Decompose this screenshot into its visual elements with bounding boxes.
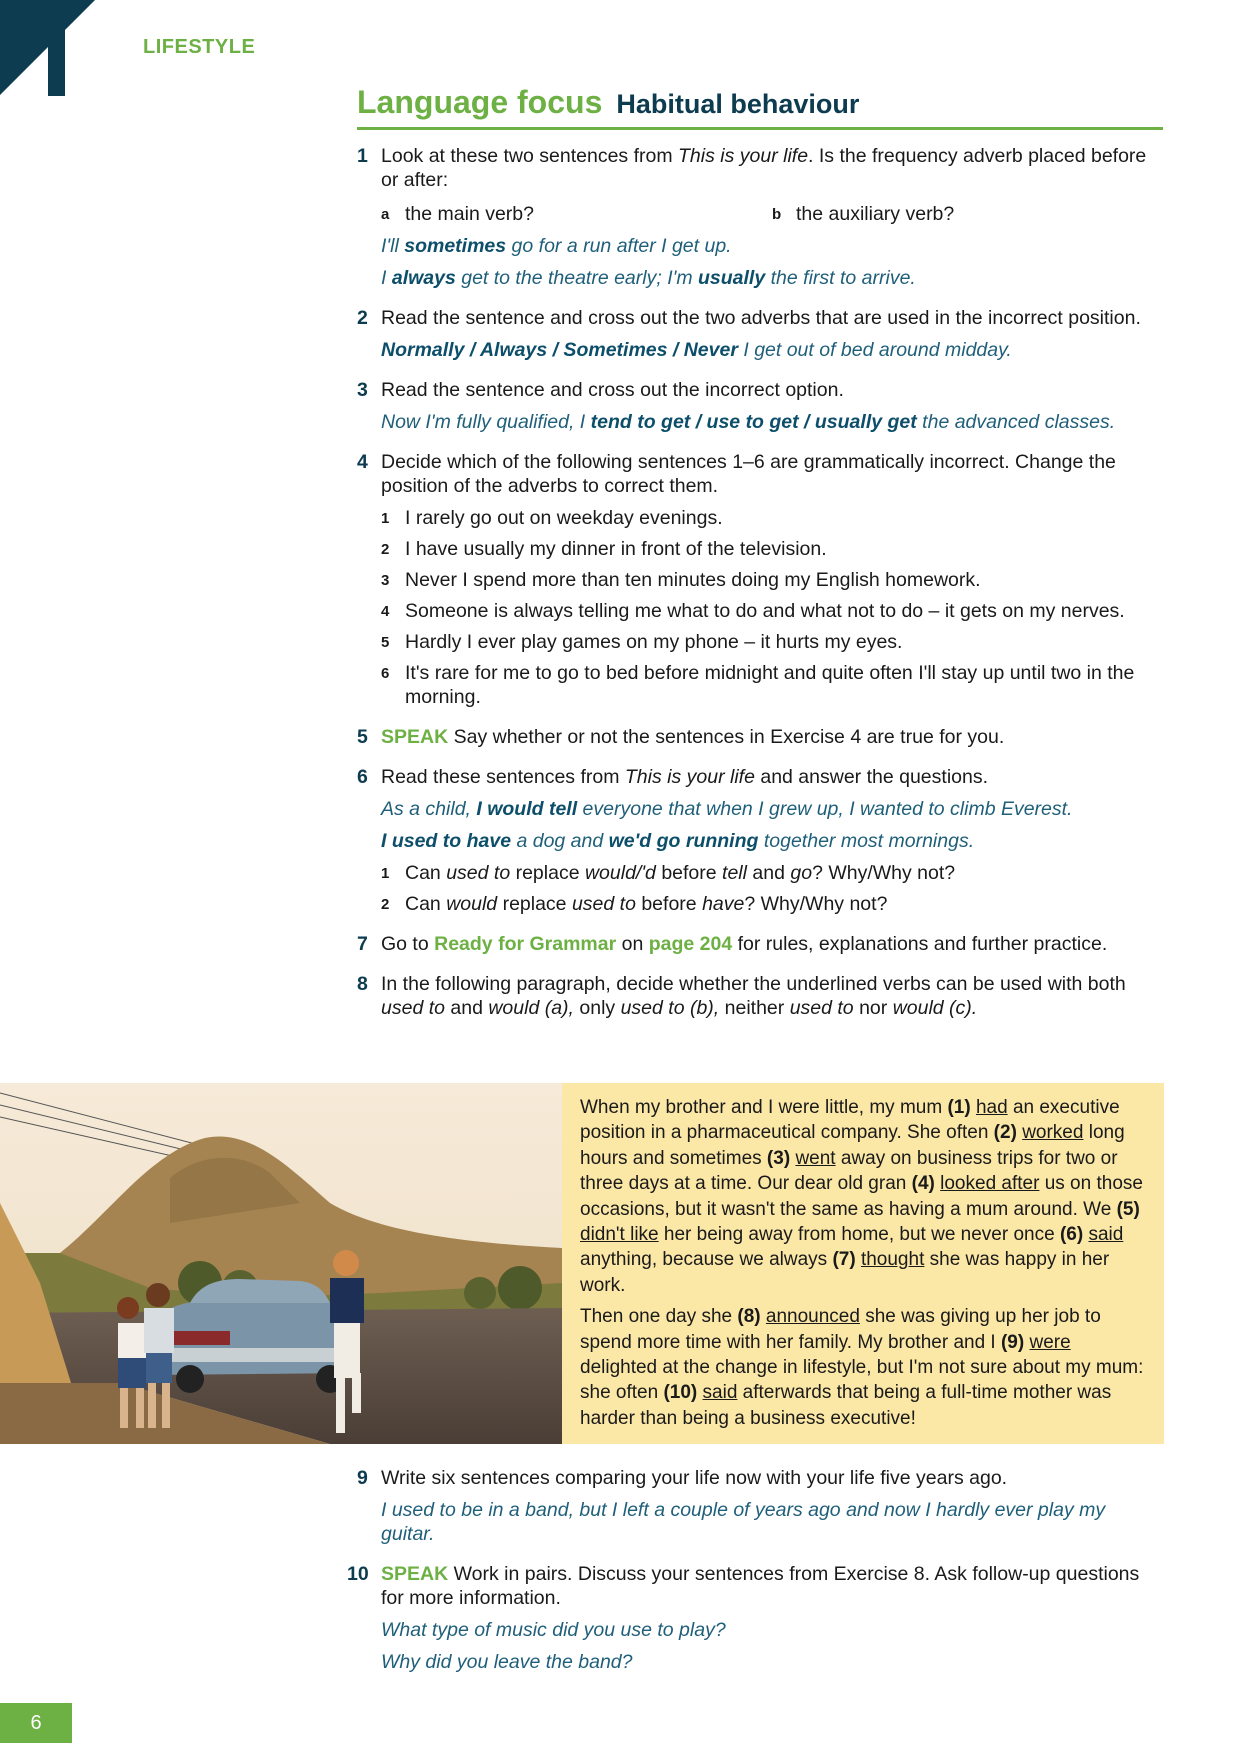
exercise-instruction: Read the sentence and cross out the incorrect option. bbox=[381, 379, 844, 401]
exercises-top bbox=[357, 144, 1163, 1036]
exercise-instruction: Read these sentences from This is your life and answer the questions. bbox=[381, 766, 989, 788]
page-reference-link[interactable]: page 204 bbox=[648, 933, 733, 955]
exercise-9 bbox=[357, 1466, 1163, 1546]
page-title bbox=[357, 84, 1163, 130]
exercise-number: 4 bbox=[357, 451, 368, 473]
underlined-verb: looked after bbox=[940, 1173, 1040, 1195]
exercise-3 bbox=[357, 378, 1163, 434]
story-passage bbox=[562, 1083, 1164, 1444]
example-sentence: I used to have a dog and we'd go running together most mornings. bbox=[381, 830, 975, 852]
example-sentence: I used to be in a band, but I left a couple of years ago and now I hardly ever play my guitar. bbox=[381, 1499, 1106, 1545]
exercise-number: 10 bbox=[347, 1563, 369, 1585]
section-label: LIFESTYLE bbox=[143, 36, 256, 58]
exercise-instruction: Write six sentences comparing your life now with your life five years ago. bbox=[381, 1467, 1008, 1489]
exercise-7 bbox=[357, 932, 1163, 956]
exercise-1 bbox=[357, 144, 1163, 290]
exercise-number: 6 bbox=[357, 766, 368, 788]
exercise-number: 9 bbox=[357, 1467, 368, 1489]
unit-number-corner-graphic bbox=[0, 0, 100, 100]
underlined-verb: didn't like bbox=[580, 1224, 659, 1246]
exercise-instruction: Read the sentence and cross out the two adverbs that are used in the incorrect position. bbox=[381, 307, 1141, 329]
underlined-verb: thought bbox=[860, 1249, 925, 1271]
example-sentence: Normally / Always / Sometimes / Never I get out of bed around midday. bbox=[381, 339, 1012, 361]
underlined-verb: said bbox=[702, 1382, 738, 1404]
exercise-6 bbox=[357, 765, 1163, 916]
exercise-instruction: Decide which of the following sentences 1–6 are grammatically incorrect. Change the position of the adverbs to correct them. bbox=[381, 451, 1116, 497]
story-paragraph-2: Then one day she (8) announced she was giving up her job to spend more time with her family. My brother and I (9) were delighted at the change in lifestyle, but I'm not sure about my mum: she often (10) said afterwards that being a full-time mother was harder than being a business executive! bbox=[580, 1306, 1144, 1429]
exercise-instruction: SPEAK Work in pairs. Discuss your sentences from Exercise 8. Ask follow-up questions for more information. bbox=[381, 1563, 1140, 1609]
ready-for-grammar-link[interactable]: Ready for Grammar bbox=[434, 933, 617, 955]
underlined-verb: went bbox=[795, 1147, 836, 1169]
heading-title: Language focus bbox=[357, 84, 603, 120]
story-paragraph-1: When my brother and I were little, my mum (1) had an executive position in a pharmaceutical company. She often (2) worked long hours and sometimes (3) went away on business trips for two or three days at a time. Our dear old gran (4) looked after us on those occasions, but it wasn't the same as having a mum around. We (5) didn't like her being away from home, but we never once (6) said anything, because we always (7) thought she was happy in her work. bbox=[580, 1097, 1143, 1296]
underlined-verb: announced bbox=[765, 1306, 860, 1328]
underlined-verb: said bbox=[1088, 1224, 1124, 1246]
list-item: 3 Never I spend more than ten minutes doing my English homework. bbox=[381, 569, 981, 591]
exercise-10 bbox=[347, 1562, 1163, 1674]
family-roadside-photo bbox=[0, 1083, 562, 1444]
list-item: 5 Hardly I ever play games on my phone – it hurts my eyes. bbox=[381, 631, 903, 653]
page-number: 6 bbox=[0, 1703, 72, 1743]
question-list bbox=[381, 861, 1163, 916]
underlined-verb: had bbox=[975, 1097, 1008, 1118]
underlined-verb: were bbox=[1029, 1331, 1071, 1353]
example-sentence: What type of music did you use to play? bbox=[381, 1619, 726, 1641]
option-item: b the auxiliary verb? bbox=[772, 203, 955, 225]
exercise-instruction: In the following paragraph, decide whether the underlined verbs can be used with both used to and would (a), only used to (b), neither used to nor would (c). bbox=[381, 973, 1126, 1019]
list-item: 4 Someone is always telling me what to do and what not to do – it gets on my nerves. bbox=[381, 600, 1125, 622]
exercise-number: 3 bbox=[357, 379, 368, 401]
list-item: 2 I have usually my dinner in front of the television. bbox=[381, 538, 827, 560]
list-item: 6 It's rare for me to go to bed before midnight and quite often I'll stay up until two in the morning. bbox=[381, 662, 1135, 708]
exercise-2 bbox=[357, 306, 1163, 362]
heading-subtitle: Habitual behaviour bbox=[616, 89, 860, 119]
exercise-8 bbox=[357, 972, 1163, 1020]
exercise-number: 2 bbox=[357, 307, 368, 329]
example-sentence: I'll sometimes go for a run after I get up. bbox=[381, 235, 732, 257]
example-sentence: Why did you leave the band? bbox=[381, 1651, 633, 1673]
list-item: 1 I rarely go out on weekday evenings. bbox=[381, 507, 723, 529]
example-sentence: Now I'm fully qualified, I tend to get / use to get / usually get the advanced classes. bbox=[381, 411, 1116, 433]
speak-tag: SPEAK bbox=[381, 726, 449, 748]
example-sentence: I always get to the theatre early; I'm usually the first to arrive. bbox=[381, 267, 916, 289]
underlined-verb: worked bbox=[1022, 1122, 1084, 1144]
exercise-instruction: Go to Ready for Grammar on page 204 for rules, explanations and further practice. bbox=[381, 933, 1108, 955]
exercise-instruction: Look at these two sentences from This is your life. Is the frequency adverb placed before or after: bbox=[381, 145, 1147, 191]
speak-tag: SPEAK bbox=[381, 1563, 449, 1585]
exercise-number: 8 bbox=[357, 973, 368, 995]
exercise-number: 5 bbox=[357, 726, 368, 748]
list-item: 2 Can would replace used to before have? Why/Why not? bbox=[381, 893, 888, 915]
sentence-list bbox=[381, 506, 1163, 709]
option-list bbox=[381, 202, 1163, 226]
example-sentence: As a child, I would tell everyone that when I grew up, I wanted to climb Everest. bbox=[381, 798, 1073, 820]
exercise-number: 7 bbox=[357, 933, 368, 955]
exercise-5 bbox=[357, 725, 1163, 749]
exercise-instruction: SPEAK Say whether or not the sentences in Exercise 4 are true for you. bbox=[381, 726, 1005, 748]
exercise-number: 1 bbox=[357, 145, 368, 167]
exercises-bottom bbox=[347, 1466, 1163, 1690]
list-item: 1 Can used to replace would/'d before tell and go? Why/Why not? bbox=[381, 862, 956, 884]
exercise-4 bbox=[357, 450, 1163, 709]
option-item: a the main verb? bbox=[381, 203, 534, 225]
